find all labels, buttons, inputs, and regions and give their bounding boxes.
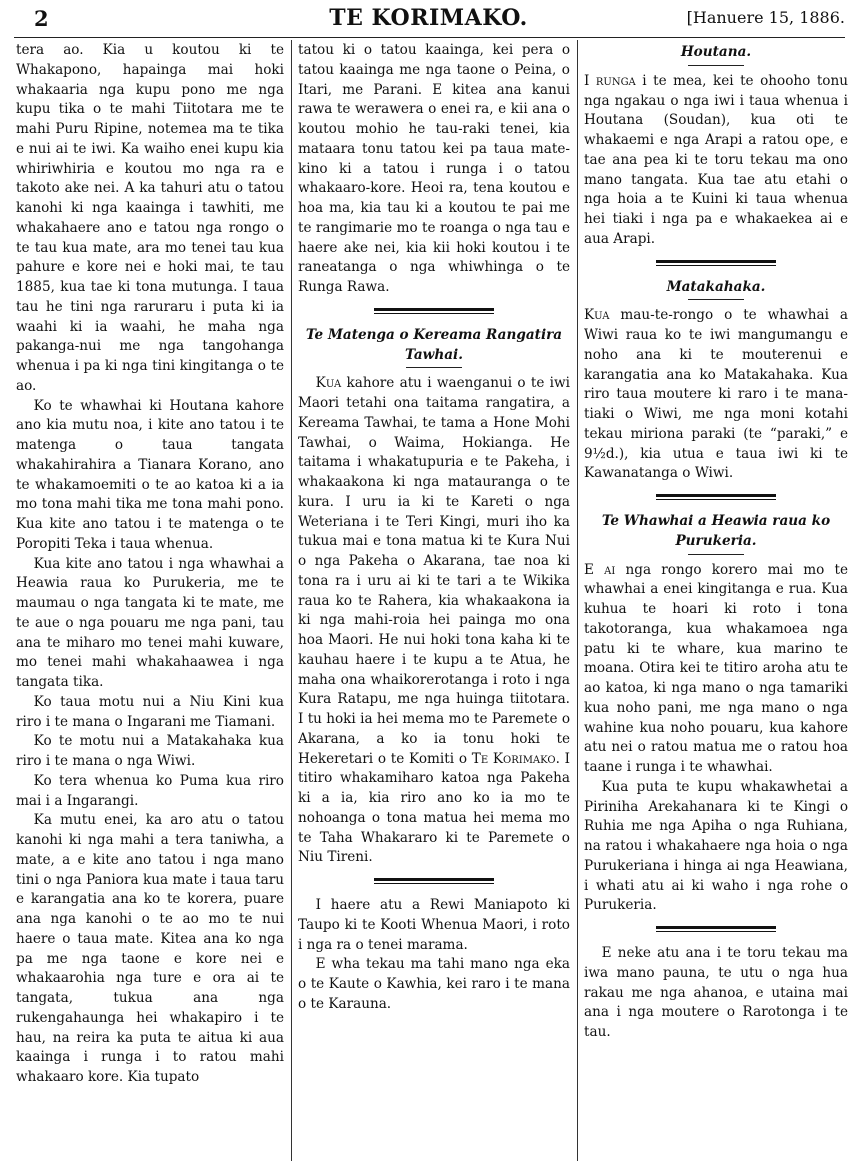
heading-rule (688, 554, 744, 555)
article-heading-matakahaka: Matakahaka. (666, 278, 766, 295)
article-heading-houtana: Houtana. (680, 44, 752, 60)
col3-paragraph-4: Kua puta te kupu whakawhetai a Piriniha Arekahanara ki te Kingi o Ruhia me nga Apiha o nga Ruhiana, na ratou i whakahaere nga hoia o nga Purukeriana i hinga ai nga Heawiana, i whati atu ai ki waho i nga rohe o Purukeria. (584, 778, 848, 914)
paragraph-body: i te mea, kei te ohooho tonu nga ngakau o nga iwi i taua whenua i Houtana (Soudan), kua oti te whakaemi e nga Arapi a ratou ope, e tae ana pea ki te toru tekau ma ono mano tangata. Kua tae atu etahi o nga hoia a te Kuini ki taua whenua hei tiaki i nga pa e whakaekea ai e aua Arapi. (584, 72, 848, 247)
section-separator (374, 308, 494, 314)
col1-paragraph-3: Kua kite ano tatou i nga whawhai a Heawia raua ko Purukeria, me te maumau o nga tangata ki te mate, me te aue o nga pouaru me nga pani, tau ana te miharo mo tenei mahi kuware, mo tenei mahi whakahaawea i nga tangata tika. (16, 555, 284, 690)
heading-rule (406, 367, 462, 368)
heading-rule (688, 65, 744, 66)
page-header (0, 0, 857, 40)
col1-paragraph-2: Ko te whawhai ki Houtana kahore ano kia mutu noa, i kite ano tatou i te matenga o taua tangata whakahirahira a Tianara Korano, ano te whakamoemiti o te ao katoa ki a ia mo tona mahi tika me tona mahi pono. Kua kite ano tatou i te matenga o te Poropiti Teka i taua whenua. (16, 397, 284, 552)
col2-paragraph-3: I haere atu a Rewi Maniapoto ki Taupo ki te Kooti Whenua Maori, i roto i nga ra o tenei marama. (298, 897, 570, 953)
paragraph-body: mau-te-rongo o te whawhai a Wiwi raua ko te iwi mangumangu e noho ana ki te mouterenui e karangatia ana ko Matakahaka. Kua riro taua moutere ki raro i te mana-tiaki o Wiwi, me nga moni kotahi tekau miriona paraki (te “paraki,” e 9½d.), kia utua e taua iwi ki te Kawanatanga o Wiwi. (584, 307, 848, 482)
col3-paragraph-2 (584, 306, 848, 484)
col3-paragraph-3 (584, 561, 848, 778)
heading-rule (688, 299, 744, 300)
lead-words: E ai (584, 561, 616, 578)
col3-paragraph-5: E neke atu ana i te toru tekau ma iwa mano pauna, te utu o nga hua rakau me nga ahanoa, e utaina mai ana i nga moutere o Rarotonga i te tau. (584, 945, 848, 1040)
paragraph-body: kahore atu i waenganui o te iwi Maori tetahi ona taitama rangatira, a Kereama Tawhai, te tama a Hone Mohi Tawhai, o Waima, Hokianga. He taitama i whakatupuria e te Pakeha, i whakaakona ki nga matauranga o te kura. I uru ia ki te Kareti o nga Weteriana i te Teri Kingi, muri iho ka tukua mai e tona matua ki te Kura Nui o nga Pakeha o Akarana, tae noa ki tona ra i uru ai ki te tari a te Wikika raua ko te Rahera, kia whakaakona ia ki nga mahi-roia hei painga mo ona hoa Maori. He nui hoki tona kaha ki te kauhau haere i te kupu a te Atua, he maha ona whaikorerotanga i roto i nga Kura Ratapu, me nga huinga tiitotara. I tu hoki ia hei mema mo te Paremete o Akarana, a ko ia tonu hoki te Hekeretari o te Komiti o (298, 375, 570, 767)
lead-words: I runga (584, 72, 636, 89)
header-rule (14, 37, 845, 38)
issue-date: [Hanuere 15, 1886. (686, 8, 845, 27)
column-2 (298, 41, 570, 1161)
section-separator (656, 926, 776, 932)
col1-paragraph-6: Ko tera whenua ko Puma kua riro mai i a Ingarangi. (16, 772, 284, 809)
paper-name: Te Korimako (471, 750, 556, 767)
lead-words: Kua (584, 307, 610, 324)
col2-paragraph-1: tatou ki o tatou kaainga, kei pera o tatou kaainga me nga taone o Peina, o Itari, me Parani. E kitea ana kanui rawa te werawera o enei ra, e kii ana o koutou mohio he tau-raki tenei, kia mataara tonu tatou kei pa taua mate-kino ki a tatou i runga i o tatou whakaaro-kore. Heoi ra, tena koutou e hoa ma, kia tau ki a koutou te pai me te rangimarie mo te roanga o nga tau e haere ake nei, kia kii hoki koutou i te raneatanga o nga whiwhinga o te Runga Rawa. (298, 42, 570, 295)
masthead-title: TE KORIMAKO. (329, 5, 528, 31)
paragraph-body: nga rongo korero mai mo te whawhai a enei kingitanga e rua. Kua kuhua te hoari ki roto i tona takotoranga, kua whakamoea nga patu ki te whare, kua marino te moana. Otira kei te titiro aroha atu te ao katoa, ki nga mano o nga tamariki kua noho pani, me nga mano o nga wahine kua noho pouaru, kua kahore atu nei o ratou matua me o ratou hoa taane i runga i te whawhai. (584, 561, 848, 775)
col2-paragraph-4: E wha tekau ma tahi mano nga eka o te Kaute o Kawhia, kei raro i te mana o te Karauna. (298, 956, 570, 1012)
page-number: 2 (34, 6, 49, 31)
column-3 (584, 41, 848, 1161)
article-heading-heawia: Te Whawhai a Heawia raua ko Purukeria. (601, 513, 831, 549)
col1-paragraph-7: Ka mutu enei, ka aro atu o tatou kanohi ki nga mahi a tera taniwha, a mate, a e kite ano tatou i nga mano tini o nga Paniora kua mate i taua taru e karangatia ana ko te korera, puare ana nga kanohi o te ao mo te nui haere o taua mate. Kitea ana ko nga pa me nga taone e kore nei e whakaarohia nga ture e ora ai te tangata, tukua ana nga rukengahaunga hei whakapiro i te hau, na reira ka puta te aitua ki aua kaainga i runga i to ratou mahi whakaaro kore. Kia tupato (16, 812, 284, 1085)
section-separator (374, 878, 494, 884)
col1-paragraph-1: tera ao. Kia u koutou ki te Whakapono, hapainga mai hoki whakaaria nga kupu pono me nga kupu tika o te mahi Tiitotara me te mahi Puru Ripine, notemea ma te tika e nui ai te iwi. Ka waiho enei kupu kia whiriwhiria e koutou mo nga ra e takoto ake nei. A ka tahuri atu o tatou kanohi ki nga kaainga i tawhiti, me whakahaere ano e tatou nga rongo o te tau kua mate, ara mo tenei tau kua pahure e kore nei e hoki mai, te tau 1885, kua tae ki tona mutunga. I taua tau he tini nga raruraru i puta ki ia waahi ki ia waahi, he maha nga pakanga-nui me nga tangohanga whenua i pa ki nga tini kingitanga o te ao. (16, 42, 284, 394)
column-divider-1 (291, 40, 292, 1161)
col1-paragraph-5: Ko te motu nui a Matakahaka kua riro i te mana o nga Wiwi. (16, 733, 284, 769)
article-heading-kereama: Te Matenga o Kereama Rangatira Tawhai. (305, 326, 563, 363)
col1-paragraph-4: Ko taua motu nui a Niu Kini kua riro i te mana o Ingarani me Tiamani. (16, 693, 284, 730)
col3-paragraph-1 (584, 72, 848, 250)
column-divider-2 (577, 40, 578, 1161)
lead-words: Kua (315, 375, 342, 392)
column-1 (16, 41, 284, 1161)
section-separator (656, 260, 776, 266)
col2-paragraph-2 (298, 374, 570, 868)
paragraph-end: . I titiro whakamiharo katoa nga Pakeha ki a ia, kia riro ano ko ia mo te nohoanga o tona matua hei mema mo te Taha Whakararo ki te Paremete o Niu Tireni. (298, 750, 570, 866)
section-separator (656, 494, 776, 500)
